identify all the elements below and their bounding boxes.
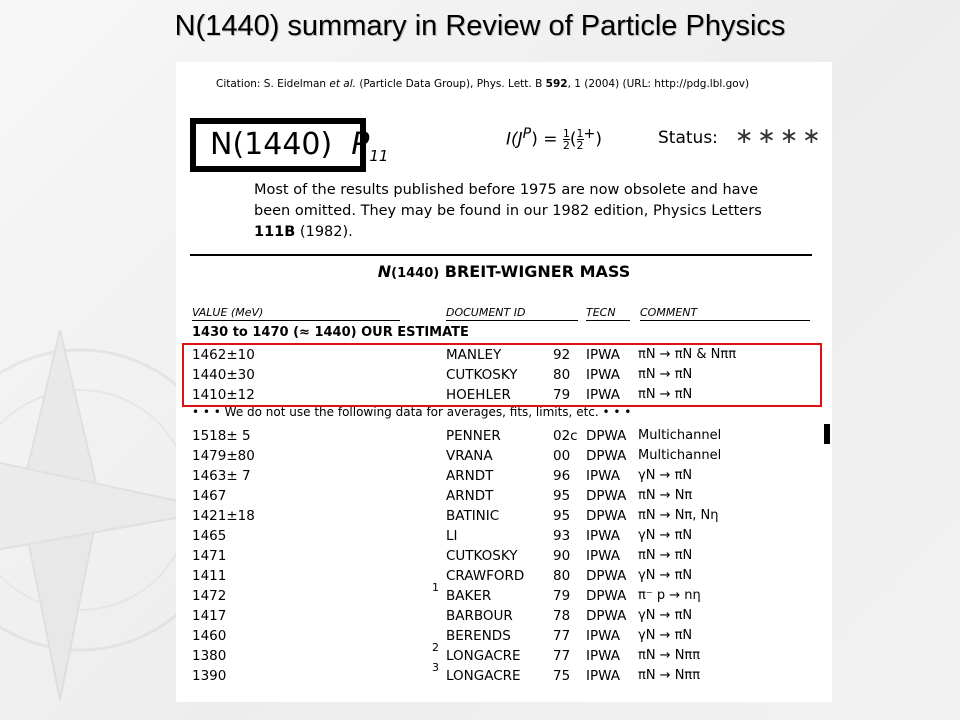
year-cell: 00	[553, 448, 571, 464]
table-row	[176, 581, 832, 606]
year-cell: 79	[553, 588, 571, 604]
year-cell: 79	[553, 387, 571, 403]
comment-cell: γN → πN	[638, 528, 693, 543]
technique-cell: IPWA	[586, 548, 620, 564]
table-row	[176, 526, 832, 546]
section-divider	[190, 254, 812, 256]
technique-cell: IPWA	[586, 347, 620, 363]
comment-cell: Multichannel	[638, 428, 722, 443]
document-cell: LI	[446, 528, 458, 544]
value-cell: 1472	[192, 588, 227, 604]
document-cell: VRANA	[446, 448, 493, 464]
footnote-marker: 1	[432, 581, 439, 594]
year-cell: 95	[553, 508, 571, 524]
year-cell: 90	[553, 548, 571, 564]
comment-cell: γN → πN	[638, 468, 693, 483]
value-cell: 1465	[192, 528, 227, 544]
excluded-data-note: • • • We do not use the following data for averages, fits, limits, etc. • • •	[192, 405, 632, 419]
comment-cell: γN → πN	[638, 568, 693, 583]
technique-cell: DPWA	[586, 588, 627, 604]
technique-cell: IPWA	[586, 468, 620, 484]
document-cell: BERENDS	[446, 628, 511, 644]
comment-cell: γN → πN	[638, 608, 693, 623]
value-cell: 1467	[192, 488, 227, 504]
document-cell: PENNER	[446, 428, 501, 444]
highlight-box	[182, 343, 822, 407]
document-cell: BARBOUR	[446, 608, 513, 624]
value-cell: 1440±30	[192, 367, 255, 383]
technique-cell: DPWA	[586, 448, 627, 464]
technique-cell: IPWA	[586, 668, 620, 684]
table-row	[176, 466, 832, 486]
technique-cell: IPWA	[586, 528, 620, 544]
table-row	[176, 626, 832, 646]
document-cell: ARNDT	[446, 468, 494, 484]
year-cell: 78	[553, 608, 571, 624]
comment-cell: πN → πN	[638, 387, 693, 402]
year-cell: 93	[553, 528, 571, 544]
table-row	[176, 546, 832, 566]
year-cell: 02c	[553, 428, 578, 444]
comment-cell: πN → Nπ	[638, 488, 693, 503]
column-header-comment: COMMENT	[640, 306, 810, 321]
year-cell: 80	[553, 367, 571, 383]
year-cell: 80	[553, 568, 571, 584]
technique-cell: DPWA	[586, 608, 627, 624]
comment-cell: πN → πN & Nππ	[638, 347, 737, 362]
table-row	[176, 661, 832, 686]
comment-cell: πN → πN	[638, 367, 693, 382]
status-label: Status:	[658, 128, 718, 148]
document-cell: BAKER	[446, 588, 492, 604]
comment-cell: πN → Nππ	[638, 648, 701, 663]
particle-name: N(1440)	[210, 127, 333, 162]
margin-bar	[824, 424, 830, 444]
document-cell: HOEHLER	[446, 387, 511, 403]
value-cell: 1463± 7	[192, 468, 251, 484]
comment-cell: Multichannel	[638, 448, 722, 463]
year-cell: 95	[553, 488, 571, 504]
document-cell: ARNDT	[446, 488, 494, 504]
document-cell: CRAWFORD	[446, 568, 525, 584]
document-cell: BATINIC	[446, 508, 500, 524]
table-row	[176, 506, 832, 526]
technique-cell: IPWA	[586, 648, 620, 664]
footnote-marker: 3	[432, 661, 439, 674]
section-heading: N(1440) BREIT-WIGNER MASS	[377, 262, 631, 281]
quantum-numbers: $I(J^P)$ = $\frac{1}{2}$ ( $\frac{1}{2}$ +)	[506, 126, 603, 153]
column-header-value: VALUE (MeV)	[192, 306, 400, 321]
value-cell: 1380	[192, 648, 227, 664]
value-cell: 1471	[192, 548, 227, 564]
comment-cell: πN → Nπ, Nη	[638, 508, 719, 523]
year-cell: 75	[553, 668, 571, 684]
value-cell: 1421±18	[192, 508, 255, 524]
table-row	[176, 426, 832, 446]
our-estimate: 1430 to 1470 (≈ 1440) OUR ESTIMATE	[192, 325, 469, 340]
technique-cell: IPWA	[586, 387, 620, 403]
table-row	[176, 606, 832, 626]
column-header-tecn: TECN	[586, 306, 630, 321]
technique-cell: DPWA	[586, 568, 627, 584]
value-cell: 1460	[192, 628, 227, 644]
value-cell: 1410±12	[192, 387, 255, 403]
table-row	[176, 566, 832, 586]
value-cell: 1417	[192, 608, 227, 624]
value-cell: 1518± 5	[192, 428, 251, 444]
technique-cell: DPWA	[586, 488, 627, 504]
comment-cell: πN → πN	[638, 548, 693, 563]
value-cell: 1462±10	[192, 347, 255, 363]
technique-cell: DPWA	[586, 428, 627, 444]
value-cell: 1411	[192, 568, 227, 584]
footnote-marker: 2	[432, 641, 439, 654]
value-cell: 1479±80	[192, 448, 255, 464]
technique-cell: IPWA	[586, 367, 620, 383]
year-cell: 77	[553, 628, 571, 644]
particle-name-box	[190, 118, 389, 172]
status-stars: ∗∗∗∗	[735, 124, 825, 149]
year-cell: 77	[553, 648, 571, 664]
document-cell: LONGACRE	[446, 648, 521, 664]
document-cell: LONGACRE	[446, 668, 521, 684]
document-cell: MANLEY	[446, 347, 502, 363]
column-header-document-id: DOCUMENT ID	[446, 306, 578, 321]
table-row	[176, 446, 832, 466]
year-cell: 92	[553, 347, 571, 363]
document-cell: CUTKOSKY	[446, 548, 518, 564]
table-row	[176, 641, 832, 666]
comment-cell: πN → Nππ	[638, 668, 701, 683]
comment-cell: π⁻ p → nη	[638, 588, 701, 603]
comment-cell: γN → πN	[638, 628, 693, 643]
document-cell: CUTKOSKY	[446, 367, 518, 383]
year-cell: 96	[553, 468, 571, 484]
slide-title: N(1440) summary in Review of Particle Physics	[174, 10, 786, 42]
partial-wave: $P_{11}$	[351, 127, 389, 165]
technique-cell: DPWA	[586, 508, 627, 524]
citation-line: Citation: S. Eidelman et al. (Particle Data Group), Phys. Lett. B 592, 1 (2004) (URL: http://pdg.lbl.gov)	[216, 78, 750, 90]
value-cell: 1390	[192, 668, 227, 684]
intro-paragraph: Most of the results published before 1975 are now obsolete and have been omitted. They may be found in our 1982 edition, Physics Letters 111B (1982).	[254, 182, 762, 240]
technique-cell: IPWA	[586, 628, 620, 644]
table-row	[176, 486, 832, 506]
